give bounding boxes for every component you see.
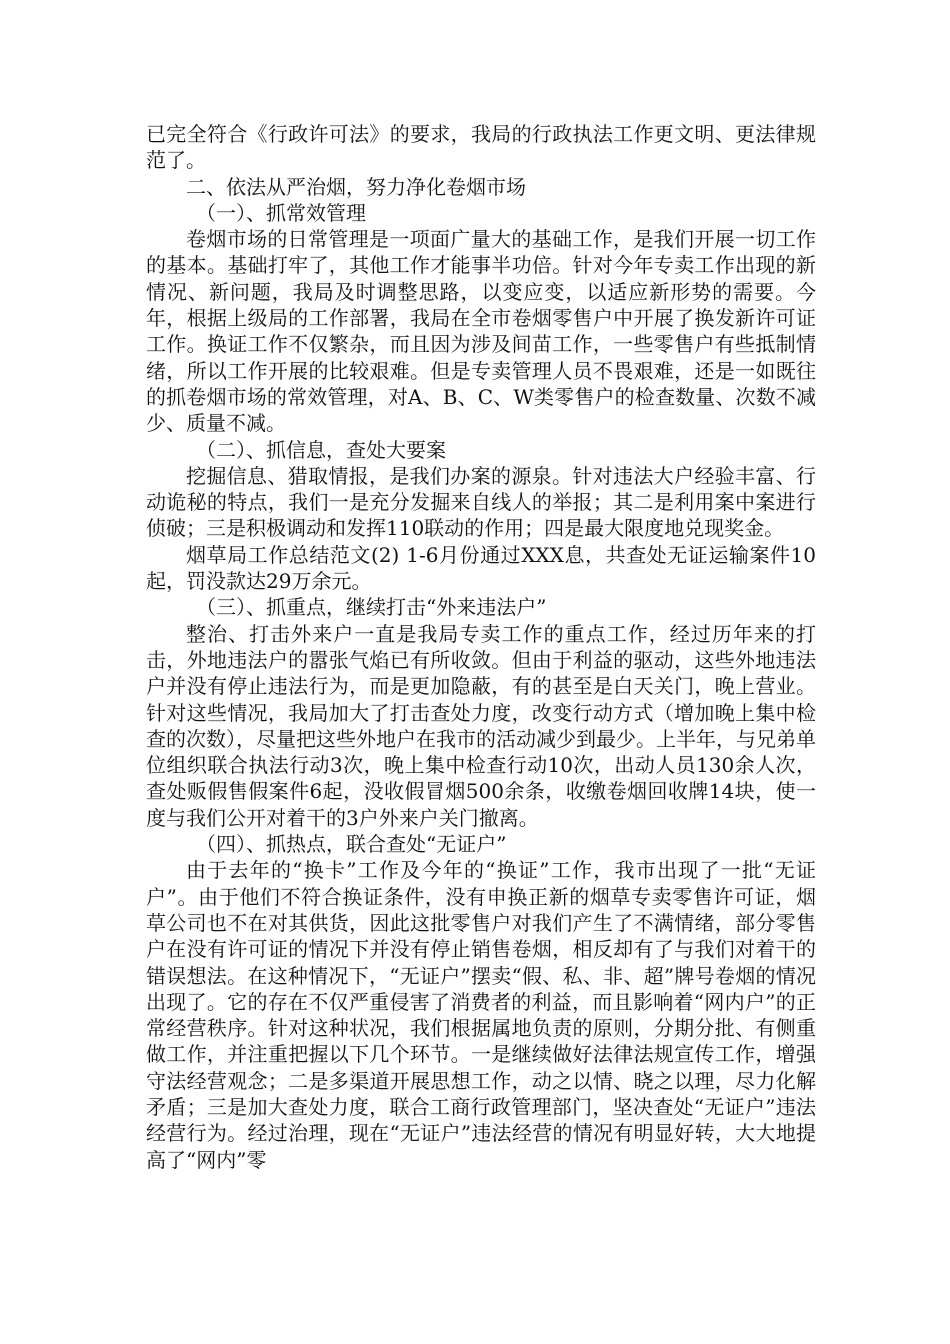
document-body <box>146 121 816 1173</box>
subsection-heading: （二）、抓信息，查处大要案 <box>196 437 446 462</box>
subsection-heading: （一）、抓常效管理 <box>196 200 366 225</box>
body-paragraph: 挖掘信息、猎取情报，是我们办案的源泉。针对违法大户经验丰富、行动诡秘的特点，我们一是充分发掘来自线人的举报；其二是利用案中案进行侦破；三是积极调动和发挥110联动的作用；四是最大限度地兑现奖金。 <box>146 463 816 541</box>
body-paragraph: 烟草局工作总结范文(2) 1-6月份通过XXX息，共查处无证运输案件10起，罚没款达29万余元。 <box>146 542 816 594</box>
body-paragraph: 卷烟市场的日常管理是一项面广量大的基础工作，是我们开展一切工作的基本。基础打牢了，其他工作才能事半功倍。针对今年专卖工作出现的新情况、新问题，我局及时调整思路，以变应变，以适应新形势的需要。今年，根据上级局的工作部署，我局在全市卷烟零售户中开展了换发新许可证工作。换证工作不仅繁杂，而且因为涉及间苗工作，一些零售户有些抵制情绪，所以工作开展的比较艰难。但是专卖管理人员不畏艰难，还是一如既往的抓卷烟市场的常效管理，对A、B、C、W类零售户的检查数量、次数不减少、质量不减。 <box>146 227 816 436</box>
paragraph-continuation: 已完全符合《行政许可法》的要求，我局的行政执法工作更文明、更法律规范了。 <box>146 122 816 173</box>
body-paragraph: 由于去年的“换卡”工作及今年的“换证”工作，我市出现了一批“无证户”。由于他们不符合换证条件，没有申换正新的烟草专卖零售许可证，烟草公司也不在对其供货，因此这批零售户对我们产生了不满情绪，部分零售户在没有许可证的情况下并没有停止销售卷烟，相反却有了与我们对着干的错误想法。在这种情况下，“无证户”摆卖“假、私、非、超”牌号卷烟的情况出现了。它的存在不仅严重侵害了消费者的利益，而且影响着“网内户”的正常经营秩序。针对这种状况，我们根据属地负责的原则，分期分批、有侧重做工作，并注重把握以下几个环节。一是继续做好法律法规宣传工作，增强守法经营观念；二是多渠道开展思想工作，动之以情、晓之以理，尽力化解矛盾；三是加大查处力度，联合工商行政管理部门，坚决查处“无证户”违法经营行为。经过治理，现在“无证户”违法经营的情况有明显好转，大大地提高了“网内”零 <box>146 858 816 1172</box>
section-heading: 二、依法从严治烟，努力净化卷烟市场 <box>186 174 526 199</box>
subsection-heading: （三）、抓重点，继续打击“外来违法户” <box>196 595 547 620</box>
body-paragraph: 整治、打击外来户一直是我局专卖工作的重点工作，经过历年来的打击，外地违法户的嚣张气焰已有所收敛。但由于利益的驱动，这些外地违法户并没有停止违法行为，而是更加隐蔽，有的甚至是白天关门，晚上营业。针对这些情况，我局加大了打击查处力度，改变行动方式（增加晚上集中检查的次数），尽量把这些外地户在我市的活动减少到最少。上半年，与兄弟单位组织联合执法行动3次，晚上集中检查行动10次，出动人员130余人次，查处贩假售假案件6起，没收假冒烟500余条，收缴卷烟回收牌14块，使一度与我们公开对着干的3户外来户关门撤离。 <box>146 621 816 830</box>
subsection-heading: （四）、抓热点，联合查处“无证户” <box>196 832 507 857</box>
